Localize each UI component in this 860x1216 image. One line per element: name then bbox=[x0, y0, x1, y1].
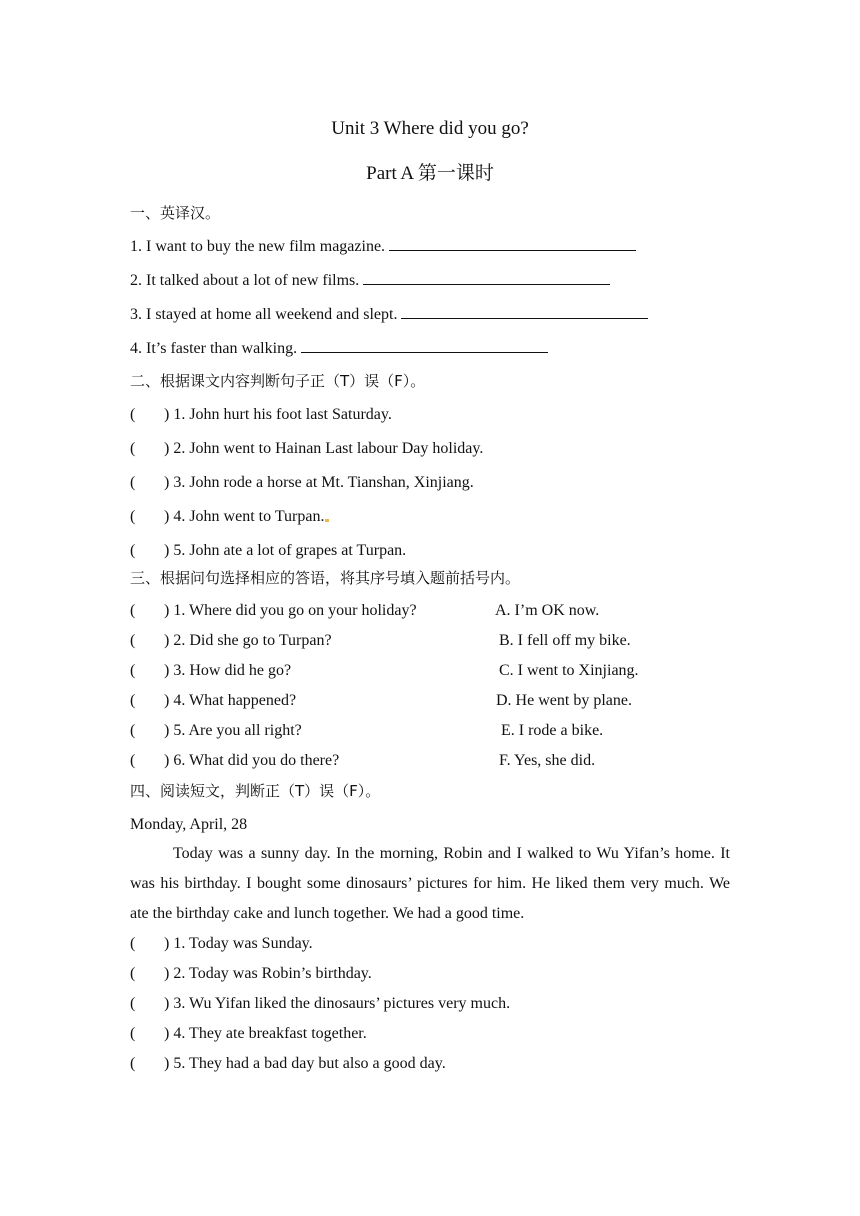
section3-question-2 bbox=[130, 631, 332, 651]
section4-item-4 bbox=[130, 1024, 367, 1044]
answer-bracket[interactable]: ( bbox=[130, 508, 136, 525]
answer-bracket[interactable]: ( bbox=[130, 995, 136, 1012]
answer-bracket[interactable]: ( bbox=[130, 662, 136, 679]
section2-item-2 bbox=[130, 439, 483, 459]
item-text: ) 4. John went to Turpan. bbox=[164, 508, 325, 525]
section3-heading: 三、根据问句选择相应的答语，将其序号填入题前括号内。 bbox=[130, 569, 521, 587]
answer-bracket[interactable]: ( bbox=[130, 440, 136, 457]
item-text: ) 2. John went to Hainan Last labour Day holiday. bbox=[164, 440, 484, 457]
item-text: ) 5. They had a bad day but also a good day. bbox=[164, 1055, 446, 1072]
section1-heading: 一、英译汉。 bbox=[130, 204, 221, 222]
item-text: ) 3. Wu Yifan liked the dinosaurs’ pictures very much. bbox=[164, 995, 511, 1012]
section3-option-f: F. Yes, she did. bbox=[499, 752, 596, 769]
answer-bracket[interactable]: ( bbox=[130, 752, 136, 769]
section1-item-3 bbox=[130, 304, 648, 325]
answer-blank[interactable] bbox=[363, 270, 610, 285]
item-text: 4. It’s faster than walking. bbox=[130, 340, 298, 357]
answer-bracket[interactable]: ( bbox=[130, 692, 136, 709]
section2-item-4 bbox=[130, 507, 329, 527]
section2-item-5 bbox=[130, 541, 406, 561]
page-title: Unit 3 Where did you go? bbox=[331, 118, 529, 139]
highlight-mark bbox=[325, 519, 329, 522]
section2-item-1 bbox=[130, 405, 392, 425]
answer-blank[interactable] bbox=[401, 304, 648, 319]
reading-passage bbox=[130, 839, 730, 929]
section3-question-6 bbox=[130, 751, 339, 771]
answer-bracket[interactable]: ( bbox=[130, 602, 136, 619]
section3-option-d: D. He went by plane. bbox=[496, 692, 632, 709]
section3-question-1 bbox=[130, 601, 417, 621]
section3-option-a: A. I’m OK now. bbox=[495, 602, 600, 619]
section4-heading: 四、阅读短文，判断正（T）误（F）。 bbox=[130, 782, 381, 800]
section3-option-b: B. I fell off my bike. bbox=[499, 632, 631, 649]
section2-item-3 bbox=[130, 473, 474, 493]
answer-blank[interactable] bbox=[389, 236, 636, 251]
question-text: ) 6. What did you do there? bbox=[164, 752, 340, 769]
section1-item-2 bbox=[130, 270, 610, 291]
page-subtitle: Part A 第一课时 bbox=[366, 163, 494, 184]
section4-item-5 bbox=[130, 1054, 446, 1074]
question-text: ) 1. Where did you go on your holiday? bbox=[164, 602, 417, 619]
section1-item-1 bbox=[130, 236, 636, 257]
passage-date: Monday, April, 28 bbox=[130, 816, 248, 833]
answer-bracket[interactable]: ( bbox=[130, 406, 136, 423]
answer-bracket[interactable]: ( bbox=[130, 965, 136, 982]
question-text: ) 3. How did he go? bbox=[164, 662, 292, 679]
section4-item-2 bbox=[130, 964, 372, 984]
item-text: ) 1. Today was Sunday. bbox=[164, 935, 313, 952]
passage-text: Today was a sunny day. In the morning, Robin and I walked to Wu Yifan’s home. It was his birthday. I bought some dinosaurs’ pictures for him. He liked them very much. We ate the birthday cake and lunch together. We had a good time. bbox=[130, 845, 730, 922]
section1-item-4 bbox=[130, 338, 548, 359]
section4-item-1 bbox=[130, 934, 313, 954]
answer-bracket[interactable]: ( bbox=[130, 1055, 136, 1072]
section3-question-3 bbox=[130, 661, 291, 681]
section3-option-c: C. I went to Xinjiang. bbox=[499, 662, 639, 679]
item-text: 3. I stayed at home all weekend and slept. bbox=[130, 306, 398, 323]
section2-heading: 二、根据课文内容判断句子正（T）误（F）。 bbox=[130, 372, 426, 390]
answer-bracket[interactable]: ( bbox=[130, 1025, 136, 1042]
answer-bracket[interactable]: ( bbox=[130, 722, 136, 739]
question-text: ) 5. Are you all right? bbox=[164, 722, 302, 739]
question-text: ) 2. Did she go to Turpan? bbox=[164, 632, 332, 649]
answer-bracket[interactable]: ( bbox=[130, 474, 136, 491]
answer-blank[interactable] bbox=[301, 338, 548, 353]
item-text: ) 3. John rode a horse at Mt. Tianshan, Xinjiang. bbox=[164, 474, 474, 491]
answer-bracket[interactable]: ( bbox=[130, 542, 136, 559]
item-text: 2. It talked about a lot of new films. bbox=[130, 272, 360, 289]
item-text: ) 1. John hurt his foot last Saturday. bbox=[164, 406, 392, 423]
answer-bracket[interactable]: ( bbox=[130, 935, 136, 952]
item-text: ) 2. Today was Robin’s birthday. bbox=[164, 965, 372, 982]
item-text: ) 5. John ate a lot of grapes at Turpan. bbox=[164, 542, 407, 559]
question-text: ) 4. What happened? bbox=[164, 692, 297, 709]
section3-question-5 bbox=[130, 721, 302, 741]
answer-bracket[interactable]: ( bbox=[130, 632, 136, 649]
section4-item-3 bbox=[130, 994, 510, 1014]
section3-question-4 bbox=[130, 691, 296, 711]
section3-option-e: E. I rode a bike. bbox=[501, 722, 604, 739]
item-text: ) 4. They ate breakfast together. bbox=[164, 1025, 367, 1042]
item-text: 1. I want to buy the new film magazine. bbox=[130, 238, 386, 255]
